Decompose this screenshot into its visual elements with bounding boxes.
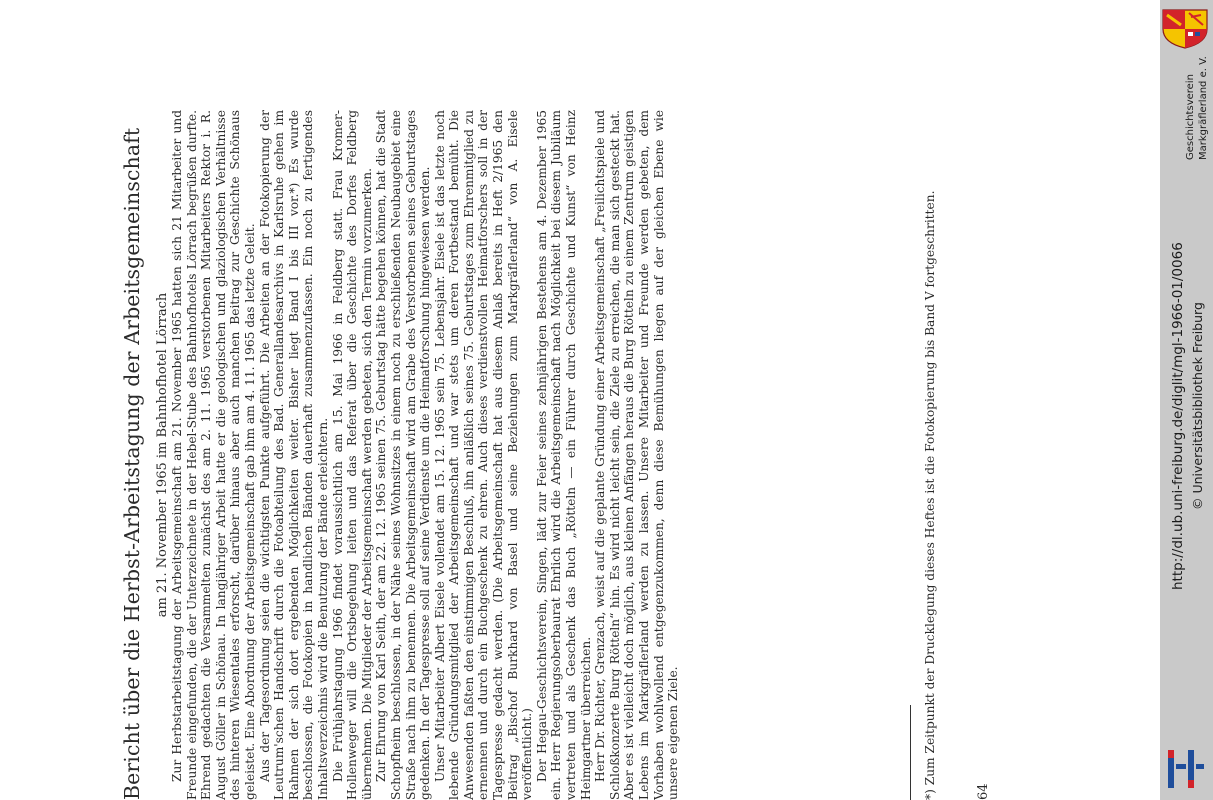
article-title: Bericht über die Herbst-Arbeitstagung der Arbeitsgemeinschaft	[120, 127, 144, 800]
footnote-rule	[910, 705, 911, 800]
copyright-notice: © Universitätsbibliothek Freiburg	[1190, 302, 1205, 510]
paragraph: Herr Dr. Richter, Grenzach, weist auf die geplante Gründung einer Arbeitsgemeinschaft „Freilichtspiele und Schloßkonzerte Burg Rötteln“ hin. Es wird nicht leicht sein, die Ziele zu erreichen, die man sich gesteckt hat. Aber es ist vielleicht doch möglich, aus kleinen Anfängen heraus die Burg Rötteln zu einem Zentrum geistigen Lebens im Markgräflerland werden zu lassen. Unsere Mitarbeiter und Freunde werden gebeten, dem Vorhaben wohlwollend entgegenzukommen, denn diese Bemühungen liegen auf der gleichen Ebene wie unsere eigenen Ziele.	[593, 110, 681, 800]
document-page	[110, 110, 990, 800]
paragraph: Zur Herbstarbeitstagung der Arbeitsgemeinschaft am 21. November 1965 hatten sich 21 Mitarbeiter und Freunde eingefunden, die der Unterzeichnete in der Hebel-Stube des Bahnhofhotels Lörrach begrüßen durfte. Ehrend gedachten die Versammelten zunächst des am 2. 11. 1965 verstorbenen Mitarbeiters Rektor i. R. August Göller in Schönau. In langjähriger Arbeit hatte er die geologischen und glaziologischen Verhältnisse des hinteren Wiesentales erforscht, darüber hinaus aber auch manchen Beitrag zur Geschichte Schönaus geleistet. Eine Abordnung der Arbeitsgemeinschaft gab ihm am 4. 11. 1965 das letzte Geleit.	[170, 110, 257, 800]
paragraph: Der Hegau-Geschichtsverein, Singen, lädt zur Feier seines zehnjährigen Bestehens am 4. Dezember 1965 ein. Herr Regierungsoberbaurat Ehrlich wird die Arbeitsgemeinschaft nach Möglichkeit bei diesem Jubiläum vertreten und als Geschenk das Buch „Rötteln — ein Führer durch Geschichte und Kunst“ von Heinz Heimgartner überreichen.	[534, 110, 593, 800]
page-number: 64	[976, 783, 991, 800]
permalink-url[interactable]: http://dl.ub.uni-freiburg.de/diglit/mgl-1966-01/0066	[1170, 242, 1186, 590]
university-library-logo	[1162, 746, 1208, 792]
society-name-line1: Geschichtsverein	[1185, 74, 1196, 160]
paragraph: Die Frühjahrstagung 1966 findet voraussichtlich am 15. Mai 1966 in Feldberg statt. Frau Kromer-Hollenweger will die Ortsbegehung leiten und das Referat über die Geschichte des Dorfes Feldberg übernehmen. Die Mitglieder der Arbeitsgemeinschaft werden gebeten, sich den Termin vorzumerken.	[330, 110, 374, 800]
paragraph: Zur Ehrung von Karl Seith, der am 22. 12. 1965 seinen 75. Geburtstag hätte begehen können, hat die Stadt Schopfheim beschlossen, in der Nähe seines Wohnsitzes in einem noch zu erschließenden Neubaugebiet eine Straße nach ihm zu benennen. Die Arbeitsgemeinschaft wird am Grabe des Verstorbenen seines Geburtstages gedenken. In der Tagespresse soll auf seine Verdienste um die Heimatforschung hingewiesen werden.	[374, 110, 433, 800]
society-name-line2: Markgräflerland e. V.	[1198, 56, 1209, 160]
paragraph: Aus der Tagesordnung seien die wichtigsten Punkte aufgeführt. Die Arbeiten an der Fotokopierung der Leutrum'schen Handschrift durch die Fotoabteilung des Bad. Generallandesarchivs in Karlsruhe gehen im Rahmen der sich dort ergebenden Möglichkeiten weiter. Bisher liegt Band I bis III vor.*) Es wurde beschlossen, die Fotokopien in handlichen Bänden dauerhaft zusammenzufassen. Ein noch zu fertigendes Inhaltsverzeichnis wird die Benutzung der Bände erleichtern.	[257, 110, 330, 800]
society-crest-logo	[1161, 7, 1209, 49]
paragraph: Unser Mitarbeiter Albert Eisele vollendet am 15. 12. 1965 sein 75. Lebensjahr. Eisele ist das letzte noch lebende Gründungsmitglied der Arbeitsgemeinschaft und war stets um deren Fortbestand bemüht. Die Anwesenden faßten den einstimmigen Beschluß, ihn anläßlich seines 75. Geburtstages zum Ehrenmitglied zu ernennen und durch ein Buchgeschenk zu ehren. Auch dieses verdienstvollen Heimatforschers soll in der Tagespresse gedacht werden. (Die Arbeitsgemeinschaft hat aus diesem Anlaß bereits in Heft 2/1965 den Beitrag „Bischof Burkhard von Basel und seine Beziehungen zum Markgräflerland“ von A. Eisele veröffentlicht.)	[432, 110, 535, 800]
article-body	[170, 110, 681, 800]
article-subtitle: am 21. November 1965 im Bahnhofhotel Lörrach	[155, 292, 170, 618]
footnote: *) Zum Zeitpunkt der Drucklegung dieses Heftes ist die Fotokopierung bis Band V fortgeschritten.	[923, 190, 937, 800]
